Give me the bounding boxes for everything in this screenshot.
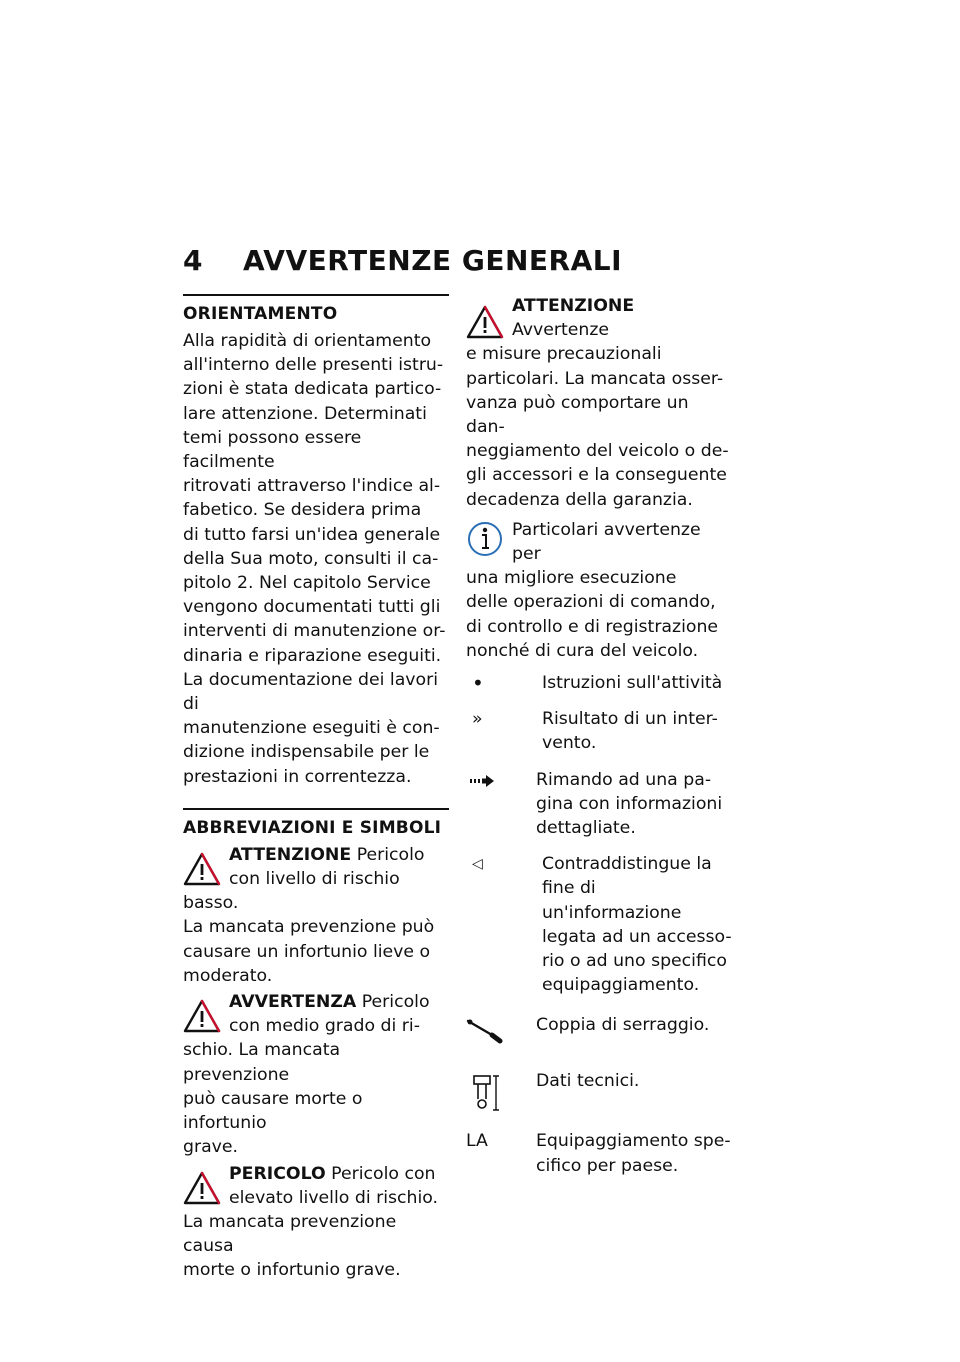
text-line: Rimando ad una pa- — [536, 769, 712, 790]
text-line: di controllo e di registrazione — [466, 616, 719, 637]
warning-triangle-icon — [183, 1170, 221, 1206]
end-marker-icon: ◁ — [472, 856, 483, 873]
result-icon: » — [472, 709, 483, 730]
text-line: equipaggiamento. — [542, 975, 700, 996]
text-line: Particolari avvertenze per — [512, 519, 701, 565]
text-line: vanza può comportare un dan- — [466, 392, 689, 438]
symbol-row-bullet — [466, 671, 732, 695]
text-line: Dati tecnici. — [536, 1071, 640, 1092]
text-line: fine di un'informazione — [542, 878, 682, 923]
text-line: grave. — [183, 1137, 239, 1158]
text-line: con livello di rischio basso. — [183, 869, 400, 914]
section-heading-orientamento: ORIENTAMENTO — [183, 294, 449, 326]
text-line: prestazioni in correntezza. — [183, 766, 412, 787]
text-line: moderato. — [183, 965, 273, 986]
technical-data-icon — [470, 1073, 504, 1113]
info-icon — [466, 519, 504, 559]
text-line: una migliore esecuzione — [466, 568, 677, 589]
text-line: nonché di cura del veicolo. — [466, 640, 699, 661]
warning-label: AVVERTENZA — [229, 992, 357, 1013]
page-reference-arrow-icon — [470, 774, 496, 788]
text-line: elevato livello di rischio. — [229, 1187, 439, 1208]
text-line: può causare morte o infortunio — [183, 1088, 363, 1134]
text-line: zioni è stata dedicata partico- — [183, 379, 442, 400]
warning-pericolo — [183, 1162, 449, 1283]
warning-triangle-icon — [183, 998, 221, 1034]
symbol-row-page-reference — [466, 768, 732, 841]
bullet-icon: • — [472, 671, 484, 696]
text-line: Pericolo — [356, 992, 430, 1013]
text-line: pitolo 2. Nel capitolo Service — [183, 573, 431, 594]
text-line: particolari. La mancata osser- — [466, 368, 724, 389]
text-line: interventi di manutenzione or- — [183, 621, 446, 642]
text-line: Equipaggiamento spe- — [536, 1131, 731, 1152]
text-line: Risultato di un inter- — [542, 709, 718, 730]
text-line: lare attenzione. Determinati — [183, 403, 427, 424]
text-line: Pericolo con — [325, 1163, 436, 1184]
chapter-title-text: AVVERTENZE GENERALI — [243, 244, 623, 277]
text-line: Contraddistingue la — [542, 854, 712, 875]
warning-label: ATTENZIONE — [512, 296, 635, 316]
text-line: temi possono essere facilmente — [183, 427, 362, 473]
text-line: vengono documentati tutti gli — [183, 597, 441, 618]
text-line: Pericolo — [351, 844, 425, 865]
text-line: gina con informazioni — [536, 793, 723, 814]
chapter-title — [183, 244, 622, 277]
text-line: manutenzione eseguiti è con- — [183, 718, 440, 739]
text-line: Coppia di serraggio. — [536, 1015, 710, 1036]
warning-attenzione-particolare — [466, 294, 732, 512]
info-note — [466, 518, 732, 663]
text-line: all'interno delle presenti istru- — [183, 355, 444, 376]
text-line: schio. La mancata prevenzione — [183, 1040, 341, 1085]
symbol-row-torque — [466, 1013, 732, 1045]
text-line: di tutto farsi un'idea generale — [183, 524, 441, 545]
symbol-row-country — [466, 1129, 732, 1177]
symbol-row-technical-data — [466, 1069, 732, 1113]
section-heading-simboli: ABBREVIAZIONI E SIMBOLI — [183, 808, 449, 840]
text-line: dizione indispensabile per le — [183, 742, 430, 763]
text-line: rio o ad uno specifico — [542, 951, 727, 972]
text-line: ritrovati attraverso l'indice al- — [183, 476, 441, 497]
text-line: fabetico. Se desidera prima — [183, 500, 422, 521]
text-line: Istruzioni sull'attività — [542, 673, 723, 694]
country-code: LA — [466, 1131, 488, 1152]
text-line: Alla rapidità di orientamento — [183, 331, 432, 351]
warning-triangle-icon — [466, 304, 504, 340]
warning-triangle-icon — [183, 851, 221, 887]
text-line: La documentazione dei lavori di — [183, 669, 439, 715]
text-line: neggiamento del veicolo o de- — [466, 441, 729, 462]
torque-wrench-icon — [466, 1015, 506, 1045]
warning-attenzione — [183, 843, 449, 988]
text-line: La mancata prevenzione può — [183, 917, 435, 938]
text-line: legata ad un accesso- — [542, 926, 732, 947]
left-column — [183, 294, 449, 1285]
text-line: La mancata prevenzione causa — [183, 1211, 397, 1257]
text-line: cifico per paese. — [536, 1155, 679, 1176]
text-line: e misure precauzionali — [466, 344, 662, 365]
text-line: causare un infortunio lieve o — [183, 941, 431, 962]
text-line: dinaria e riparazione eseguiti. — [183, 645, 442, 666]
symbol-row-result — [466, 707, 732, 755]
warning-label: PERICOLO — [229, 1163, 326, 1184]
warning-avvertenza — [183, 990, 449, 1159]
text-line: vento. — [542, 733, 597, 754]
text-line: delle operazioni di comando, — [466, 592, 716, 613]
chapter-number: 4 — [183, 244, 203, 277]
text-line: Avvertenze — [512, 320, 610, 341]
right-column — [466, 294, 732, 1178]
text-line: gli accessori e la conseguente — [466, 465, 727, 486]
text-line: con medio grado di ri- — [229, 1016, 420, 1037]
text-line: decadenza della garanzia. — [466, 489, 693, 510]
text-line: dettagliate. — [536, 818, 636, 839]
text-line: della Sua moto, consulti il ca- — [183, 548, 439, 569]
text-line: morte o infortunio grave. — [183, 1260, 401, 1281]
warning-label: ATTENZIONE — [229, 844, 352, 865]
symbol-row-end-marker — [466, 852, 732, 997]
orientamento-paragraph — [183, 329, 449, 789]
